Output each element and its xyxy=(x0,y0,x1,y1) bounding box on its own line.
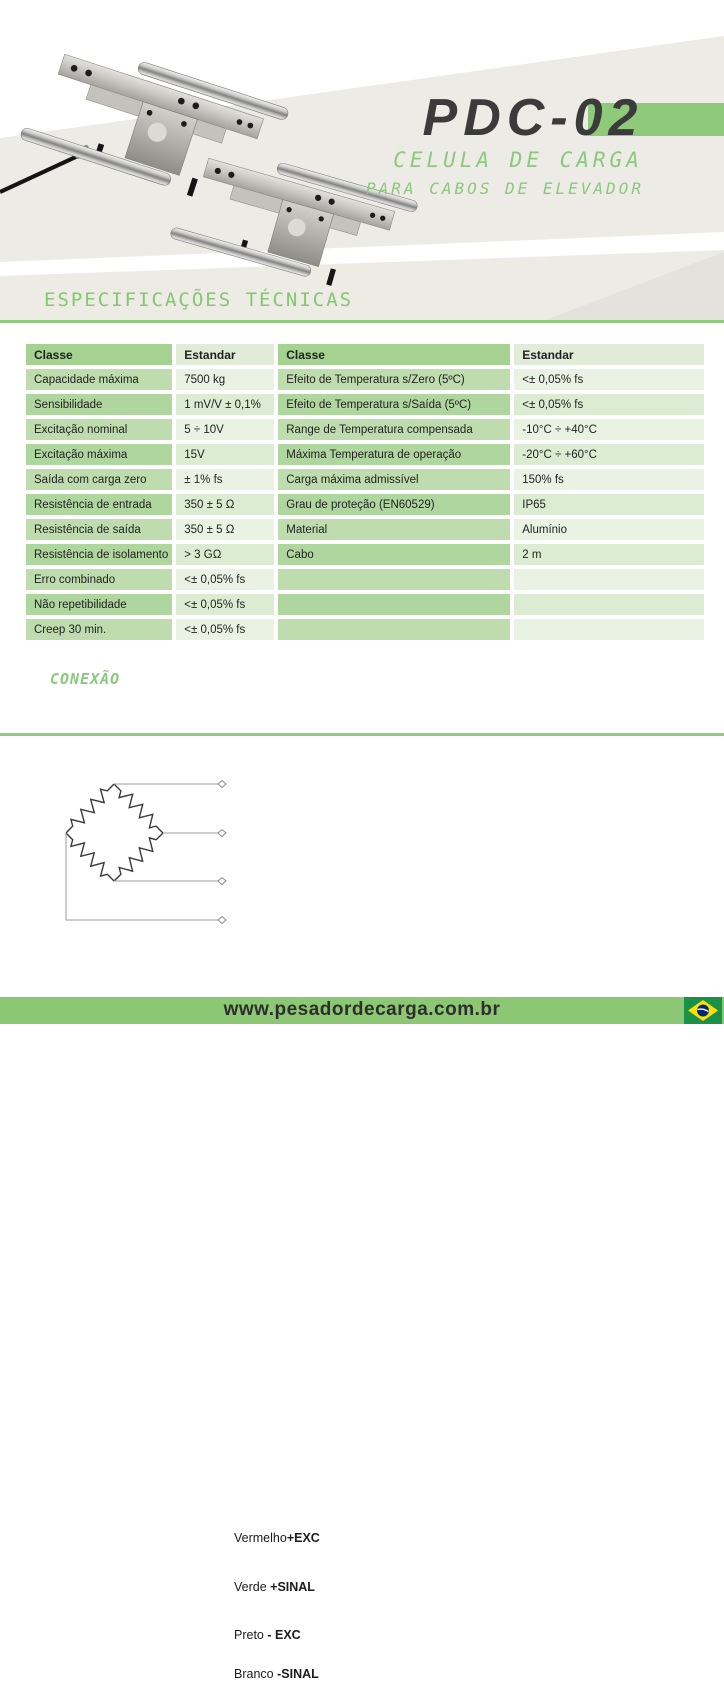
wire-label-black xyxy=(234,1628,301,1642)
wire-signal: +EXC xyxy=(286,1531,320,1545)
table-row xyxy=(26,619,704,640)
spec-value: <± 0,05% fs xyxy=(176,569,274,590)
spec-label: Máxima Temperatura de operação xyxy=(278,444,510,465)
table-row xyxy=(26,419,704,440)
spec-value xyxy=(514,619,704,640)
col-header-class: Classe xyxy=(26,344,172,365)
col-header-standard: Estandar xyxy=(514,344,704,365)
spec-value: IP65 xyxy=(514,494,704,515)
spec-label: Erro combinado xyxy=(26,569,172,590)
spec-value: Alumínio xyxy=(514,519,704,540)
spec-value: ± 1% fs xyxy=(176,469,274,490)
spec-value xyxy=(514,569,704,590)
footer-bar xyxy=(0,997,724,1024)
wire-color: Verde xyxy=(234,1580,271,1594)
spec-label: Excitação máxima xyxy=(26,444,172,465)
spec-label: Grau de proteção (EN60529) xyxy=(278,494,510,515)
wire-signal: -SINAL xyxy=(277,1667,319,1681)
spec-label: Range de Temperatura compensada xyxy=(278,419,510,440)
spec-label xyxy=(278,569,510,590)
power-cable xyxy=(0,155,80,192)
product-subtitle-line2: PARA CABOS DE ELEVADOR xyxy=(366,179,644,198)
spec-table xyxy=(22,340,708,644)
table-row xyxy=(26,544,704,565)
website-url: www.pesadordecarga.com.br xyxy=(223,999,501,1020)
spec-value: 5 ÷ 10V xyxy=(176,419,274,440)
spec-label: Efeito de Temperatura s/Saída (5ºC) xyxy=(278,394,510,415)
specs-section-heading: ESPECIFICAÇÕES TÉCNICAS xyxy=(44,289,354,311)
table-header-row xyxy=(26,344,704,365)
spec-value: 350 ± 5 Ω xyxy=(176,519,274,540)
spec-label: Resistência de entrada xyxy=(26,494,172,515)
table-row xyxy=(26,394,704,415)
spec-label: Saída com carga zero xyxy=(26,469,172,490)
section-divider-line xyxy=(0,733,724,736)
section-divider-line xyxy=(0,320,724,323)
spec-label: Sensibilidade xyxy=(26,394,172,415)
col-header-standard: Estandar xyxy=(176,344,274,365)
table-row xyxy=(26,569,704,590)
spec-value: 2 m xyxy=(514,544,704,565)
spec-value: <± 0,05% fs xyxy=(514,394,704,415)
table-row xyxy=(26,519,704,540)
wire-color: Vermelho xyxy=(234,1531,287,1545)
wire-signal: +SINAL xyxy=(270,1580,315,1594)
spec-label xyxy=(278,594,510,615)
spec-label: Creep 30 min. xyxy=(26,619,172,640)
spec-label: Efeito de Temperatura s/Zero (5ºC) xyxy=(278,369,510,390)
table-row xyxy=(26,469,704,490)
spec-value: 1 mV/V ± 0,1% xyxy=(176,394,274,415)
spec-value: -20°C ÷ +60°C xyxy=(514,444,704,465)
spec-label: Excitação nominal xyxy=(26,419,172,440)
spec-label: Cabo xyxy=(278,544,510,565)
spec-label: Resistência de isolamento xyxy=(26,544,172,565)
wire-label-red xyxy=(234,1531,320,1545)
wire-label-white xyxy=(234,1667,319,1681)
spec-value: > 3 GΩ xyxy=(176,544,274,565)
spec-value: 15V xyxy=(176,444,274,465)
spec-label: Resistência de saída xyxy=(26,519,172,540)
connection-section-heading: CONEXÃO xyxy=(50,670,121,688)
wheatstone-bridge-drawing xyxy=(0,755,280,940)
product-subtitle: CELULA DE CARGA xyxy=(393,148,643,172)
spec-label: Material xyxy=(278,519,510,540)
wire-color: Branco xyxy=(234,1667,278,1681)
brazil-flag-icon xyxy=(684,997,722,1024)
spec-value: <± 0,05% fs xyxy=(176,619,274,640)
col-header-class: Classe xyxy=(278,344,510,365)
table-row xyxy=(26,594,704,615)
spec-value: -10°C ÷ +40°C xyxy=(514,419,704,440)
wire-signal: - EXC xyxy=(267,1628,301,1642)
spec-value: <± 0,05% fs xyxy=(176,594,274,615)
spec-value: 150% fs xyxy=(514,469,704,490)
spec-label: Não repetibilidade xyxy=(26,594,172,615)
wire-label-green xyxy=(234,1580,315,1594)
wire-color: Preto xyxy=(234,1628,268,1642)
spec-value: <± 0,05% fs xyxy=(514,369,704,390)
table-row xyxy=(26,369,704,390)
spec-label xyxy=(278,619,510,640)
spec-value xyxy=(514,594,704,615)
header-section xyxy=(0,0,724,322)
spec-label: Carga máxima admissível xyxy=(278,469,510,490)
table-row xyxy=(26,494,704,515)
table-row xyxy=(26,444,704,465)
spec-value: 7500 kg xyxy=(176,369,274,390)
product-title: PDC-02 xyxy=(422,89,644,147)
spec-value: 350 ± 5 Ω xyxy=(176,494,274,515)
spec-label: Capacidade máxima xyxy=(26,369,172,390)
